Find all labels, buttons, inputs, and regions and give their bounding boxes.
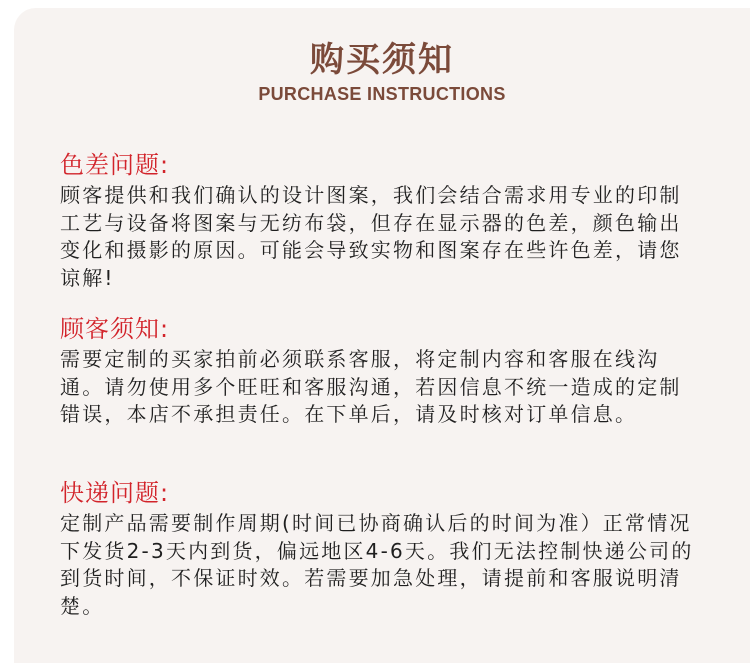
section-heading: 快递问题:	[60, 479, 170, 507]
section-customer-notice	[60, 314, 700, 429]
header	[14, 38, 750, 105]
page-title: 购买须知	[310, 40, 454, 80]
purchase-instructions-card	[14, 8, 750, 663]
section-shipping	[60, 478, 700, 620]
page-subtitle: PURCHASE INSTRUCTIONS	[258, 84, 506, 104]
section-heading: 色差问题:	[60, 151, 170, 179]
section-body: 需要定制的买家拍前必须联系客服，将定制内容和客服在线沟通。请勿使用多个旺旺和客服沟通，若因信息不统一造成的定制错误，本店不承担责任。在下单后，请及时核对订单信息。	[60, 347, 682, 426]
section-heading: 顾客须知:	[60, 315, 170, 343]
section-color-difference	[60, 150, 700, 292]
section-body: 顾客提供和我们确认的设计图案，我们会结合需求用专业的印制工艺与设备将图案与无纺布袋，但存在显示器的色差，颜色输出变化和摄影的原因。可能会导致实物和图案存在些许色差，请您谅解!	[60, 183, 682, 290]
section-body: 定制产品需要制作周期(时间已协商确认后的时间为准）正常情况下发货2-3天内到货，偏远地区4-6天。我们无法控制快递公司的到货时间，不保证时效。若需要加急处理，请提前和客服说明清楚。	[60, 511, 694, 618]
